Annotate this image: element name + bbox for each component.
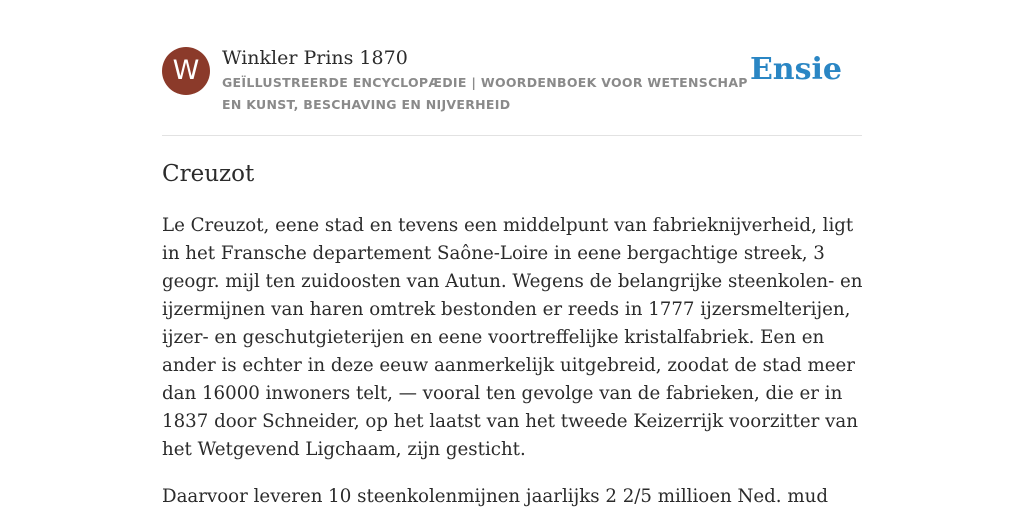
entry-body [162,212,867,512]
source-subtitle: GEÏLLUSTREERDE ENCYCLOPÆDIE | WOORDENBOEK VOOR WETENSCHAP EN KUNST, BESCHAVING EN NIJVERHEID [222,75,748,112]
entry-title: Creuzot [162,161,255,187]
avatar[interactable]: W [162,47,210,95]
entry-paragraph: Daarvoor leveren 10 steenkolenmijnen jaarlijks 2 2/5 millioen Ned. mud [162,486,828,507]
entry-paragraph: Le Creuzot, eene stad en tevens een middelpunt van fabrieknijverheid, ligt in het Fransche departement Saône-Loire in eene bergachtige streek, 3 geogr. mijl ten zuidoosten van Autun. Wegens de belangrijke steenkolen- en ijzermijnen van haren omtrek bestonden er reeds in 1777 ijzersmelterijen, ijzer- en geschutgieterijen en eene voortreffelijke kristalfabriek. Een en ander is echter in deze eeuw aanmerkelijk uitgebreid, zoodat de stad meer dan 16000 inwoners telt, — vooral ten gevolge van de fabrieken, die er in 1837 door Schneider, op het laatst van het tweede Keizerrijk voorzitter van het Wetgevend Ligchaam, zijn gesticht. [162,215,863,460]
ensie-logo[interactable]: Ensie [749,52,842,87]
header-divider [162,135,862,136]
source-title[interactable]: Winkler Prins 1870 [222,47,408,69]
source-header [162,46,862,135]
